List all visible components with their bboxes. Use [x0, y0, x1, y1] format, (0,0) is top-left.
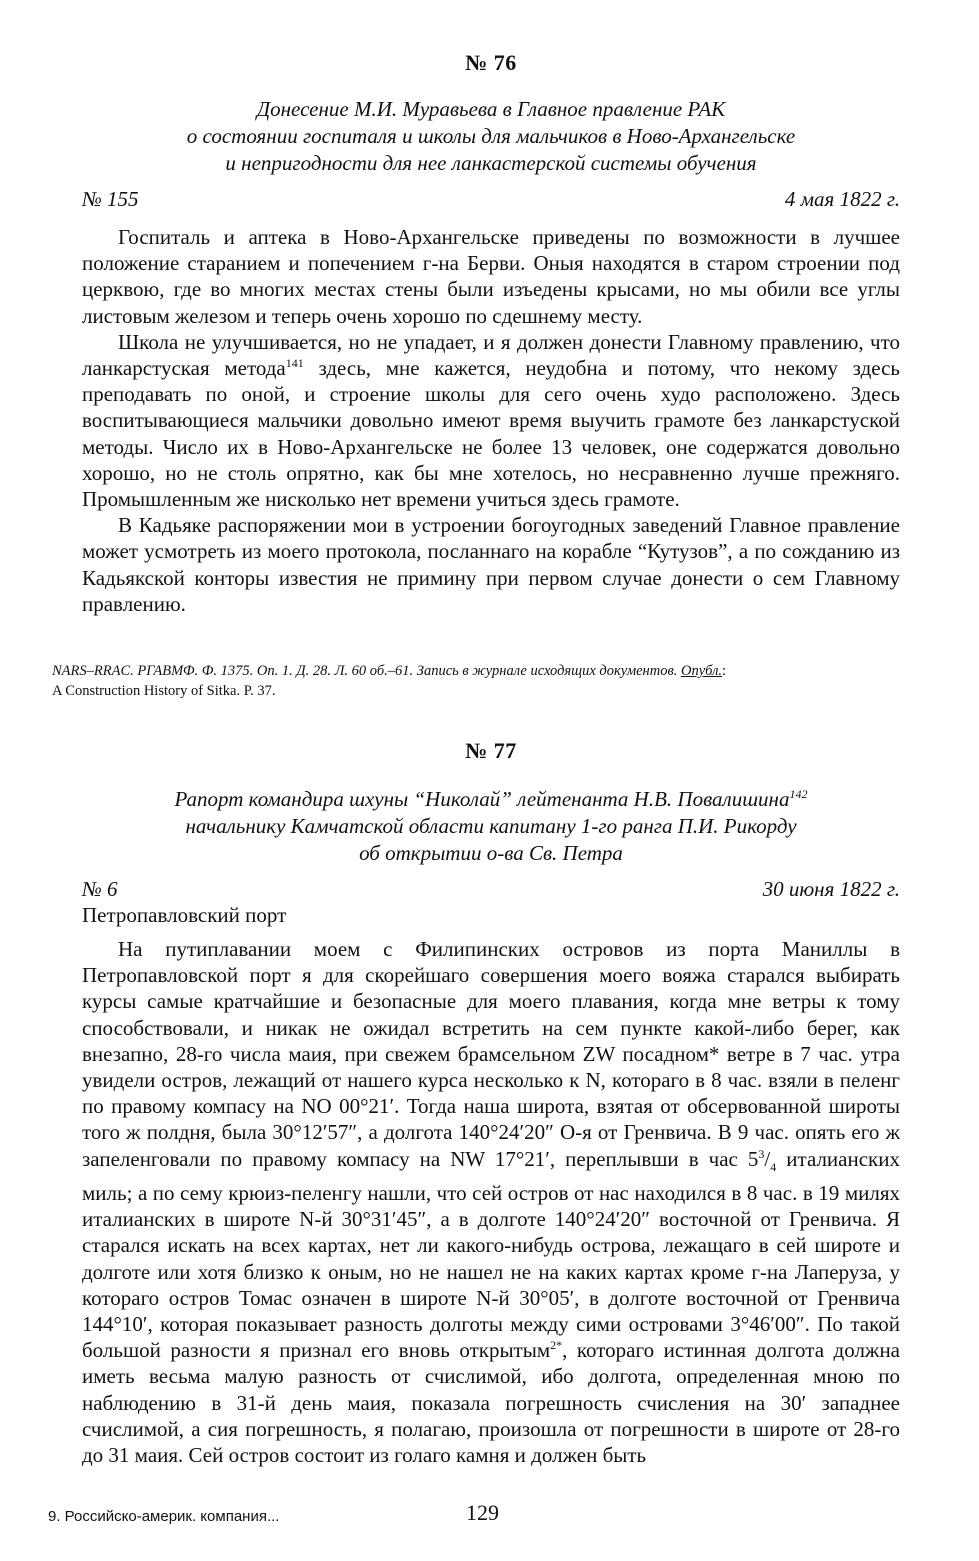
paragraph-text: Школа не улучшивается, но не упадает, и я должен донести Главному правлению, что ланкарстуская метода — [82, 329, 900, 381]
title-text: Рапорт командира шхуны “Николай” лейтенанта Н.В. Повалишина — [174, 787, 790, 811]
document-place: Петропавловский порт — [82, 903, 287, 927]
publication-citation: A Construction History of Sitka. P. 37. — [52, 683, 276, 699]
paragraph: На путиплавании моем с Филипинских островов из порта Маниллы в Петропавловской порт я для скорейшаго совершения моего вояжа старался выбирать курсы самые кратчайшие и безопасные для моего плавания, когда мне ветры к тому способствовали, и никак не ожидал встретить на сем пункте какой-либо берег, как внезапно, 28-го числа маия, при свежем брамсельном ZW посадном* ветре в 7 час. утра увидели остров, лежащий от нашего курса несколько к N, котораго в 8 час. взяли в пеленг по правому компасу на NO 00°21′. Тогда наша широта, взятая от обсервованной широты того ж полдня, была 30°12′57″, а долгота 140°24′20″ О-я от Гренвича. В 9 час. опять его ж запеленговали по правому компасу на NW 17°21′, переплывши в час $5^3/_4$ италианских миль; а по сему крюиз-пеленгу нашли, что сей остров от нас находился в 8 час. в 19 милях италианских в широте N-й 30°31′45″, а в долготе 140°24′20″ восточной от Гренвича. Я старался искать на всех картах, нет ли какого-нибудь острова, лежащаго в сей широте и долготе или хотя близко к оным, но не нашел не на каких картах кроме г-на Лаперуза, у котораго остров Томас означен в широте N-й 30°05′, в долготе восточной от Гренвича 144°10′, которая показывает разность долготы между сими островами 3°46′00″. По такой большой разности я признал его вновь открытым$^{2*}$, котораго истинная долгота должна иметь весьма малую разность от счислимой, ибо долгота, определенная мною по наблюдению в 31-й день маия, показала погрешность счисления на 30′ западнее счислимой, а сия погрешность, я полагаю, произошла от погрешности в широте от 28-го до 31 маия. Сей остров состоит из голаго камня и должен быть — [82, 937, 900, 1468]
reference-number: № 6 — [82, 877, 118, 901]
footnote-ref[interactable]: 2* — [550, 1338, 563, 1353]
archival-source — [52, 661, 912, 701]
document-number: № 77 — [465, 738, 517, 763]
title-line: Донесение М.И. Муравьева в Главное правление РАК — [256, 97, 726, 121]
signature-mark: 9. Российско-америк. компания... — [48, 1508, 280, 1525]
document-meta — [82, 186, 900, 213]
paragraph: В Кадьяке распоряжении мои в устроении богоугодных заведений Главное правление может усмотреть из моего протокола, посланнаго на корабле “Кутузов”, а по сожданию из Кадьякской конторы известия не примину при первом случае донести о сем Главному правлению. — [82, 513, 900, 616]
title-line: и непригодности для нее ланкастерской системы обучения — [225, 151, 757, 175]
reference-number: № 155 — [82, 187, 139, 211]
title-line — [82, 786, 900, 813]
paragraph-text: На путиплавании моем с Филипинских островов из порта Маниллы в Петропавловской порт я для скорейшаго совершения моего вояжа старался выбирать курсы самые кратчайшие и безопасные для моего плавания, когда мне ветры к тому способствовали, и никак не ожидал встретить на сем пункте какой-либо берег, как внезапно, 28-го числа маия, при свежем брамсельном ZW посадном* ветре в 7 час. утра увидели остров, лежащий от нашего курса несколько к N, котораго в 8 час. взяли в пеленг по правому компасу на NO 00°21′. Тогда наша широта, взятая от обсервованной широты того ж полдня, была 30°12′57″, а долгота 140°24′20″ О-я от Гренвича. В 9 час. опять его ж запеленговали по правому компасу на NW 17°21′, переплывши в час 5 — [82, 937, 900, 1171]
document-number: № 76 — [465, 50, 517, 75]
title-line: начальнику Камчатской области капитану 1-го ранга П.И. Рикорду — [185, 814, 797, 838]
footnote-ref[interactable]: 142 — [789, 787, 808, 801]
paragraph: Госпиталь и аптека в Ново-Архангельске приведены по возможности в лучшее положение старанием и попечением г-на Берви. Оныя находятся в старом строении под церквою, где во многих местах стены были изъедены крысами, но мы обили все углы листовым железом и теперь очень хорошо по сдешнему месту. — [82, 225, 900, 328]
footnote-ref[interactable]: 141 — [285, 356, 304, 371]
paragraph-text: здесь, мне кажется, неудобна и потому, что некому здесь преподавать по оной, и строение школы для сего очень худо расположено. Здесь воспитывающиеся мальчики довольно имеют время выучить грамоте без ланкарстуской методы. Число их в Ново-Архангельске не более 13 человек, оне содержатся довольно хорошо, но не столь опрятно, как бы мне хотелось, но несравненно лучше прежняго. Промышленным же нисколько нет времени учиться здесь грамоте. — [82, 356, 901, 512]
document-title — [82, 96, 900, 177]
archive-citation: NARS–RRAC. РГАВМФ. Ф. 1375. Оп. 1. Д. 28. Л. 60 об.–61. Запись в журнале исходящих документов. — [52, 663, 678, 679]
document-body — [82, 224, 900, 617]
document-meta — [82, 876, 900, 903]
published-label: Опубл. — [681, 663, 723, 679]
page-number: 129 — [466, 1500, 499, 1525]
paragraph-text: италианских миль; а по сему крюиз-пеленгу нашли, что сей остров от нас находился в 8 час. в 19 милях италианских в широте N-й 30°31′45″, а в долготе 140°24′20″ восточной от Гренвича. Я старался искать на всех картах, нет ли какого-нибудь острова, лежащаго в сей широте и долготе или хотя близко к оным, но не нашел не на каких картах кроме г-на Лаперуза, у котораго остров Томас означен в широте N-й 30°05′, в долготе восточной от Гренвича 144°10′, которая показывает разность долготы между сими островами 3°46′00″. По такой большой разности я признал его вновь открытым — [82, 1146, 900, 1363]
document-title — [82, 786, 900, 867]
fraction-denominator: 4 — [770, 1159, 777, 1174]
punctuation: : — [722, 663, 727, 679]
title-line: о состоянии госпиталя и школы для мальчиков в Ново-Архангельске — [186, 124, 796, 148]
document-date: 30 июня 1822 г. — [762, 877, 900, 901]
title-line: об открытии о-ва Св. Петра — [359, 841, 623, 865]
paragraph — [82, 329, 900, 512]
paragraph-text: , котораго истинная долгота должна иметь весьма малую разность от счислимой, ибо долгота, определенная мною по наблюдению в 31-й день маия, показала погрешность счисления на 30′ западнее счислимой, а сия погрешность, я полагаю, произошла от погрешности в широте от 28-го до 31 маия. Сей остров состоит из голаго камня и должен быть — [82, 1338, 900, 1468]
fraction-numerator: 3 — [758, 1146, 765, 1161]
document-body — [82, 936, 900, 1468]
document-date: 4 мая 1822 г. — [784, 187, 900, 211]
